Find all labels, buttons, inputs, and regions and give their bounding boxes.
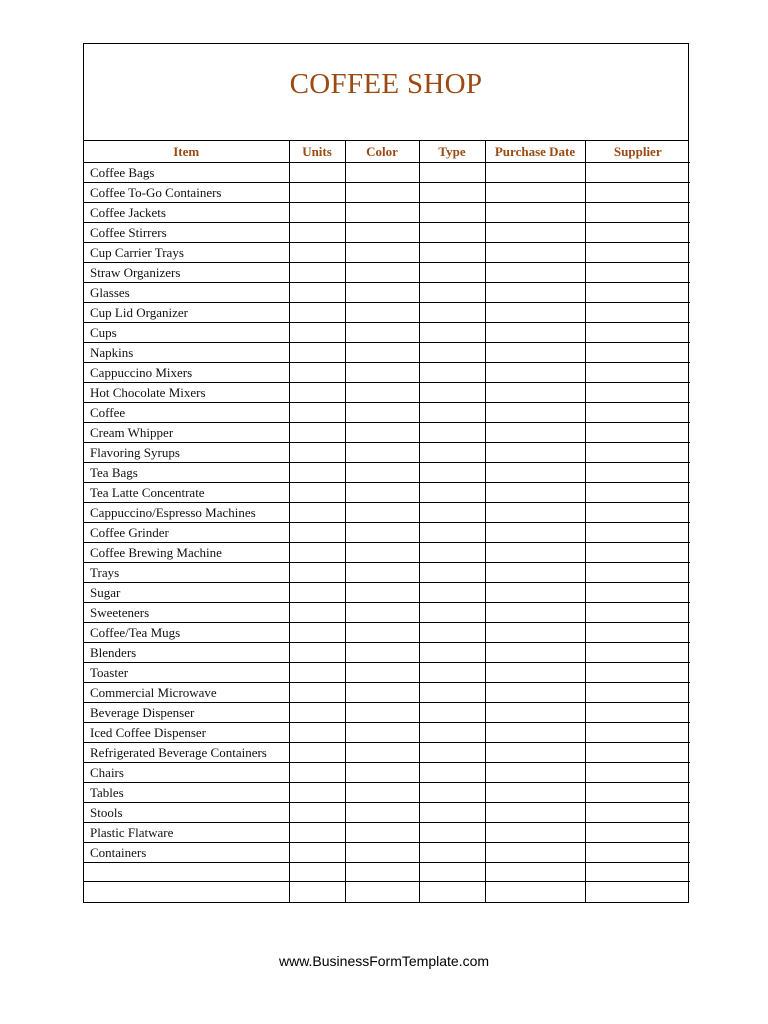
purchase-date-cell[interactable] [485, 662, 585, 682]
type-cell[interactable] [419, 702, 485, 722]
column-header-purchase-date: Purchase Date [485, 141, 585, 162]
purchase-date-cell[interactable] [485, 842, 585, 862]
color-cell[interactable] [345, 402, 419, 422]
units-cell[interactable] [289, 722, 345, 742]
color-cell[interactable] [345, 442, 419, 462]
item-cell: Refrigerated Beverage Containers [84, 742, 289, 762]
units-cell[interactable] [289, 382, 345, 402]
item-cell: Tea Bags [84, 462, 289, 482]
table-row [84, 282, 690, 302]
type-cell[interactable] [419, 502, 485, 522]
supplier-cell[interactable] [585, 782, 690, 802]
supplier-cell[interactable] [585, 222, 690, 242]
table-row [84, 222, 690, 242]
purchase-date-cell[interactable] [485, 562, 585, 582]
item-cell: Cups [84, 322, 289, 342]
item-cell: Trays [84, 562, 289, 582]
item-cell: Coffee Grinder [84, 522, 289, 542]
purchase-date-cell[interactable] [485, 302, 585, 322]
type-cell[interactable] [419, 402, 485, 422]
type-cell[interactable] [419, 182, 485, 202]
item-cell [84, 862, 289, 882]
color-cell[interactable] [345, 862, 419, 882]
color-cell[interactable] [345, 222, 419, 242]
purchase-date-cell[interactable] [485, 182, 585, 202]
units-cell[interactable] [289, 282, 345, 302]
item-cell: Cappuccino/Espresso Machines [84, 502, 289, 522]
title-box [84, 44, 688, 141]
purchase-date-cell[interactable] [485, 282, 585, 302]
table-row [84, 822, 690, 842]
item-cell: Cup Lid Organizer [84, 302, 289, 322]
item-cell: Tables [84, 782, 289, 802]
purchase-date-cell[interactable] [485, 442, 585, 462]
type-cell[interactable] [419, 562, 485, 582]
type-cell[interactable] [419, 842, 485, 862]
units-cell[interactable] [289, 882, 345, 902]
color-cell[interactable] [345, 742, 419, 762]
supplier-cell[interactable] [585, 462, 690, 482]
color-cell[interactable] [345, 162, 419, 182]
purchase-date-cell[interactable] [485, 802, 585, 822]
units-cell[interactable] [289, 242, 345, 262]
purchase-date-cell[interactable] [485, 362, 585, 382]
units-cell[interactable] [289, 782, 345, 802]
type-cell[interactable] [419, 722, 485, 742]
purchase-date-cell[interactable] [485, 722, 585, 742]
supplier-cell[interactable] [585, 182, 690, 202]
item-cell: Iced Coffee Dispenser [84, 722, 289, 742]
units-cell[interactable] [289, 222, 345, 242]
units-cell[interactable] [289, 482, 345, 502]
type-cell[interactable] [419, 822, 485, 842]
supplier-cell[interactable] [585, 302, 690, 322]
units-cell[interactable] [289, 462, 345, 482]
column-header-color: Color [345, 141, 419, 162]
purchase-date-cell[interactable] [485, 242, 585, 262]
item-cell: Napkins [84, 342, 289, 362]
type-cell[interactable] [419, 802, 485, 822]
color-cell[interactable] [345, 722, 419, 742]
units-cell[interactable] [289, 302, 345, 322]
supplier-cell[interactable] [585, 582, 690, 602]
column-header-supplier: Supplier [585, 141, 690, 162]
units-cell[interactable] [289, 862, 345, 882]
table-row [84, 442, 690, 462]
table-row [84, 662, 690, 682]
type-cell[interactable] [419, 642, 485, 662]
supplier-cell[interactable] [585, 702, 690, 722]
supplier-cell[interactable] [585, 382, 690, 402]
units-cell[interactable] [289, 622, 345, 642]
table-row [84, 522, 690, 542]
color-cell[interactable] [345, 342, 419, 362]
type-cell[interactable] [419, 322, 485, 342]
type-cell[interactable] [419, 542, 485, 562]
type-cell[interactable] [419, 262, 485, 282]
purchase-date-cell[interactable] [485, 602, 585, 622]
color-cell[interactable] [345, 182, 419, 202]
item-cell: Commercial Microwave [84, 682, 289, 702]
supplier-cell[interactable] [585, 822, 690, 842]
type-cell[interactable] [419, 742, 485, 762]
units-cell[interactable] [289, 502, 345, 522]
units-cell[interactable] [289, 362, 345, 382]
units-cell[interactable] [289, 702, 345, 722]
type-cell[interactable] [419, 682, 485, 702]
table-row [84, 582, 690, 602]
type-cell[interactable] [419, 622, 485, 642]
table-row [84, 622, 690, 642]
table-row [84, 242, 690, 262]
type-cell[interactable] [419, 482, 485, 502]
supplier-cell[interactable] [585, 742, 690, 762]
item-cell: Straw Organizers [84, 262, 289, 282]
type-cell[interactable] [419, 442, 485, 462]
purchase-date-cell[interactable] [485, 542, 585, 562]
purchase-date-cell[interactable] [485, 742, 585, 762]
color-cell[interactable] [345, 602, 419, 622]
units-cell[interactable] [289, 422, 345, 442]
supplier-cell[interactable] [585, 722, 690, 742]
table-row [84, 502, 690, 522]
color-cell[interactable] [345, 682, 419, 702]
table-row [84, 882, 690, 902]
type-cell[interactable] [419, 462, 485, 482]
purchase-date-cell[interactable] [485, 822, 585, 842]
type-cell[interactable] [419, 602, 485, 622]
purchase-date-cell[interactable] [485, 382, 585, 402]
supplier-cell[interactable] [585, 682, 690, 702]
item-cell: Blenders [84, 642, 289, 662]
color-cell[interactable] [345, 842, 419, 862]
color-cell[interactable] [345, 382, 419, 402]
type-cell[interactable] [419, 382, 485, 402]
table-row [84, 862, 690, 882]
supplier-cell[interactable] [585, 342, 690, 362]
table-row [84, 682, 690, 702]
table-row [84, 742, 690, 762]
supplier-cell[interactable] [585, 842, 690, 862]
supplier-cell[interactable] [585, 662, 690, 682]
color-cell[interactable] [345, 262, 419, 282]
units-cell[interactable] [289, 602, 345, 622]
color-cell[interactable] [345, 562, 419, 582]
color-cell[interactable] [345, 802, 419, 822]
item-cell: Coffee Jackets [84, 202, 289, 222]
supplier-cell[interactable] [585, 262, 690, 282]
purchase-date-cell[interactable] [485, 762, 585, 782]
type-cell[interactable] [419, 862, 485, 882]
purchase-date-cell[interactable] [485, 162, 585, 182]
item-cell: Stools [84, 802, 289, 822]
purchase-date-cell[interactable] [485, 782, 585, 802]
supplier-cell[interactable] [585, 202, 690, 222]
table-row [84, 262, 690, 282]
table-row [84, 482, 690, 502]
supplier-cell[interactable] [585, 602, 690, 622]
color-cell[interactable] [345, 362, 419, 382]
table-row [84, 182, 690, 202]
item-cell: Coffee [84, 402, 289, 422]
purchase-date-cell[interactable] [485, 522, 585, 542]
units-cell[interactable] [289, 322, 345, 342]
color-cell[interactable] [345, 322, 419, 342]
purchase-date-cell[interactable] [485, 202, 585, 222]
purchase-date-cell[interactable] [485, 342, 585, 362]
units-cell[interactable] [289, 742, 345, 762]
color-cell[interactable] [345, 202, 419, 222]
type-cell[interactable] [419, 662, 485, 682]
item-cell: Cappuccino Mixers [84, 362, 289, 382]
table-row [84, 382, 690, 402]
supplier-cell[interactable] [585, 322, 690, 342]
type-cell[interactable] [419, 282, 485, 302]
table-row [84, 842, 690, 862]
supplier-cell[interactable] [585, 502, 690, 522]
units-cell[interactable] [289, 662, 345, 682]
supplier-cell[interactable] [585, 642, 690, 662]
type-cell[interactable] [419, 162, 485, 182]
color-cell[interactable] [345, 582, 419, 602]
table-row [84, 722, 690, 742]
item-cell: Sugar [84, 582, 289, 602]
purchase-date-cell[interactable] [485, 462, 585, 482]
table-row [84, 422, 690, 442]
purchase-date-cell[interactable] [485, 582, 585, 602]
type-cell[interactable] [419, 782, 485, 802]
item-cell: Hot Chocolate Mixers [84, 382, 289, 402]
color-cell[interactable] [345, 282, 419, 302]
item-cell: Beverage Dispenser [84, 702, 289, 722]
item-cell: Plastic Flatware [84, 822, 289, 842]
purchase-date-cell[interactable] [485, 642, 585, 662]
type-cell[interactable] [419, 582, 485, 602]
purchase-date-cell[interactable] [485, 262, 585, 282]
units-cell[interactable] [289, 182, 345, 202]
type-cell[interactable] [419, 422, 485, 442]
color-cell[interactable] [345, 542, 419, 562]
color-cell[interactable] [345, 702, 419, 722]
color-cell[interactable] [345, 822, 419, 842]
supplier-cell[interactable] [585, 282, 690, 302]
table-row [84, 802, 690, 822]
color-cell[interactable] [345, 502, 419, 522]
item-cell: Sweeteners [84, 602, 289, 622]
units-cell[interactable] [289, 802, 345, 822]
column-header-units: Units [289, 141, 345, 162]
color-cell[interactable] [345, 422, 419, 442]
purchase-date-cell[interactable] [485, 882, 585, 902]
table-body [84, 162, 690, 902]
header-row [84, 141, 690, 162]
item-cell: Coffee Brewing Machine [84, 542, 289, 562]
item-cell: Tea Latte Concentrate [84, 482, 289, 502]
color-cell[interactable] [345, 242, 419, 262]
purchase-date-cell[interactable] [485, 422, 585, 442]
color-cell[interactable] [345, 482, 419, 502]
supplier-cell[interactable] [585, 562, 690, 582]
table-row [84, 702, 690, 722]
color-cell[interactable] [345, 662, 419, 682]
type-cell[interactable] [419, 302, 485, 322]
item-cell: Glasses [84, 282, 289, 302]
supplier-cell[interactable] [585, 422, 690, 442]
supplier-cell[interactable] [585, 482, 690, 502]
inventory-table [84, 141, 690, 902]
type-cell[interactable] [419, 202, 485, 222]
supplier-cell[interactable] [585, 362, 690, 382]
color-cell[interactable] [345, 642, 419, 662]
color-cell[interactable] [345, 882, 419, 902]
color-cell[interactable] [345, 622, 419, 642]
item-cell: Toaster [84, 662, 289, 682]
table-row [84, 402, 690, 422]
table-row [84, 642, 690, 662]
units-cell[interactable] [289, 342, 345, 362]
units-cell[interactable] [289, 642, 345, 662]
units-cell[interactable] [289, 542, 345, 562]
units-cell[interactable] [289, 402, 345, 422]
footer-url: www.BusinessFormTemplate.com [278, 953, 490, 969]
type-cell[interactable] [419, 522, 485, 542]
column-header-type: Type [419, 141, 485, 162]
item-cell: Coffee To-Go Containers [84, 182, 289, 202]
supplier-cell[interactable] [585, 762, 690, 782]
supplier-cell[interactable] [585, 522, 690, 542]
supplier-cell[interactable] [585, 802, 690, 822]
supplier-cell[interactable] [585, 402, 690, 422]
supplier-cell[interactable] [585, 622, 690, 642]
type-cell[interactable] [419, 242, 485, 262]
column-header-item: Item [84, 141, 289, 162]
units-cell[interactable] [289, 842, 345, 862]
units-cell[interactable] [289, 522, 345, 542]
purchase-date-cell[interactable] [485, 702, 585, 722]
table-row [84, 542, 690, 562]
item-cell: Cream Whipper [84, 422, 289, 442]
item-cell: Flavoring Syrups [84, 442, 289, 462]
type-cell[interactable] [419, 362, 485, 382]
table-row [84, 562, 690, 582]
purchase-date-cell[interactable] [485, 502, 585, 522]
units-cell[interactable] [289, 762, 345, 782]
item-cell: Coffee/Tea Mugs [84, 622, 289, 642]
purchase-date-cell[interactable] [485, 482, 585, 502]
purchase-date-cell[interactable] [485, 682, 585, 702]
units-cell[interactable] [289, 162, 345, 182]
supplier-cell[interactable] [585, 242, 690, 262]
table-row [84, 602, 690, 622]
table-row [84, 462, 690, 482]
color-cell[interactable] [345, 762, 419, 782]
purchase-date-cell[interactable] [485, 322, 585, 342]
item-cell [84, 882, 289, 902]
color-cell[interactable] [345, 302, 419, 322]
table-row [84, 342, 690, 362]
purchase-date-cell[interactable] [485, 402, 585, 422]
type-cell[interactable] [419, 342, 485, 362]
item-cell: Chairs [84, 762, 289, 782]
units-cell[interactable] [289, 582, 345, 602]
table-row [84, 302, 690, 322]
units-cell[interactable] [289, 202, 345, 222]
units-cell[interactable] [289, 562, 345, 582]
item-cell: Containers [84, 842, 289, 862]
table-row [84, 762, 690, 782]
units-cell[interactable] [289, 822, 345, 842]
supplier-cell[interactable] [585, 882, 690, 902]
purchase-date-cell[interactable] [485, 862, 585, 882]
type-cell[interactable] [419, 762, 485, 782]
table-row [84, 322, 690, 342]
item-cell: Coffee Bags [84, 162, 289, 182]
units-cell[interactable] [289, 262, 345, 282]
supplier-cell[interactable] [585, 162, 690, 182]
supplier-cell[interactable] [585, 442, 690, 462]
units-cell[interactable] [289, 682, 345, 702]
table-row [84, 162, 690, 182]
table-row [84, 782, 690, 802]
color-cell[interactable] [345, 522, 419, 542]
supplier-cell[interactable] [585, 542, 690, 562]
type-cell[interactable] [419, 882, 485, 902]
purchase-date-cell[interactable] [485, 222, 585, 242]
type-cell[interactable] [419, 222, 485, 242]
inventory-form [83, 43, 689, 903]
item-cell: Cup Carrier Trays [84, 242, 289, 262]
supplier-cell[interactable] [585, 862, 690, 882]
color-cell[interactable] [345, 782, 419, 802]
page-title: COFFEE SHOP [289, 68, 483, 100]
item-cell: Coffee Stirrers [84, 222, 289, 242]
purchase-date-cell[interactable] [485, 622, 585, 642]
table-row [84, 202, 690, 222]
units-cell[interactable] [289, 442, 345, 462]
table-row [84, 362, 690, 382]
color-cell[interactable] [345, 462, 419, 482]
